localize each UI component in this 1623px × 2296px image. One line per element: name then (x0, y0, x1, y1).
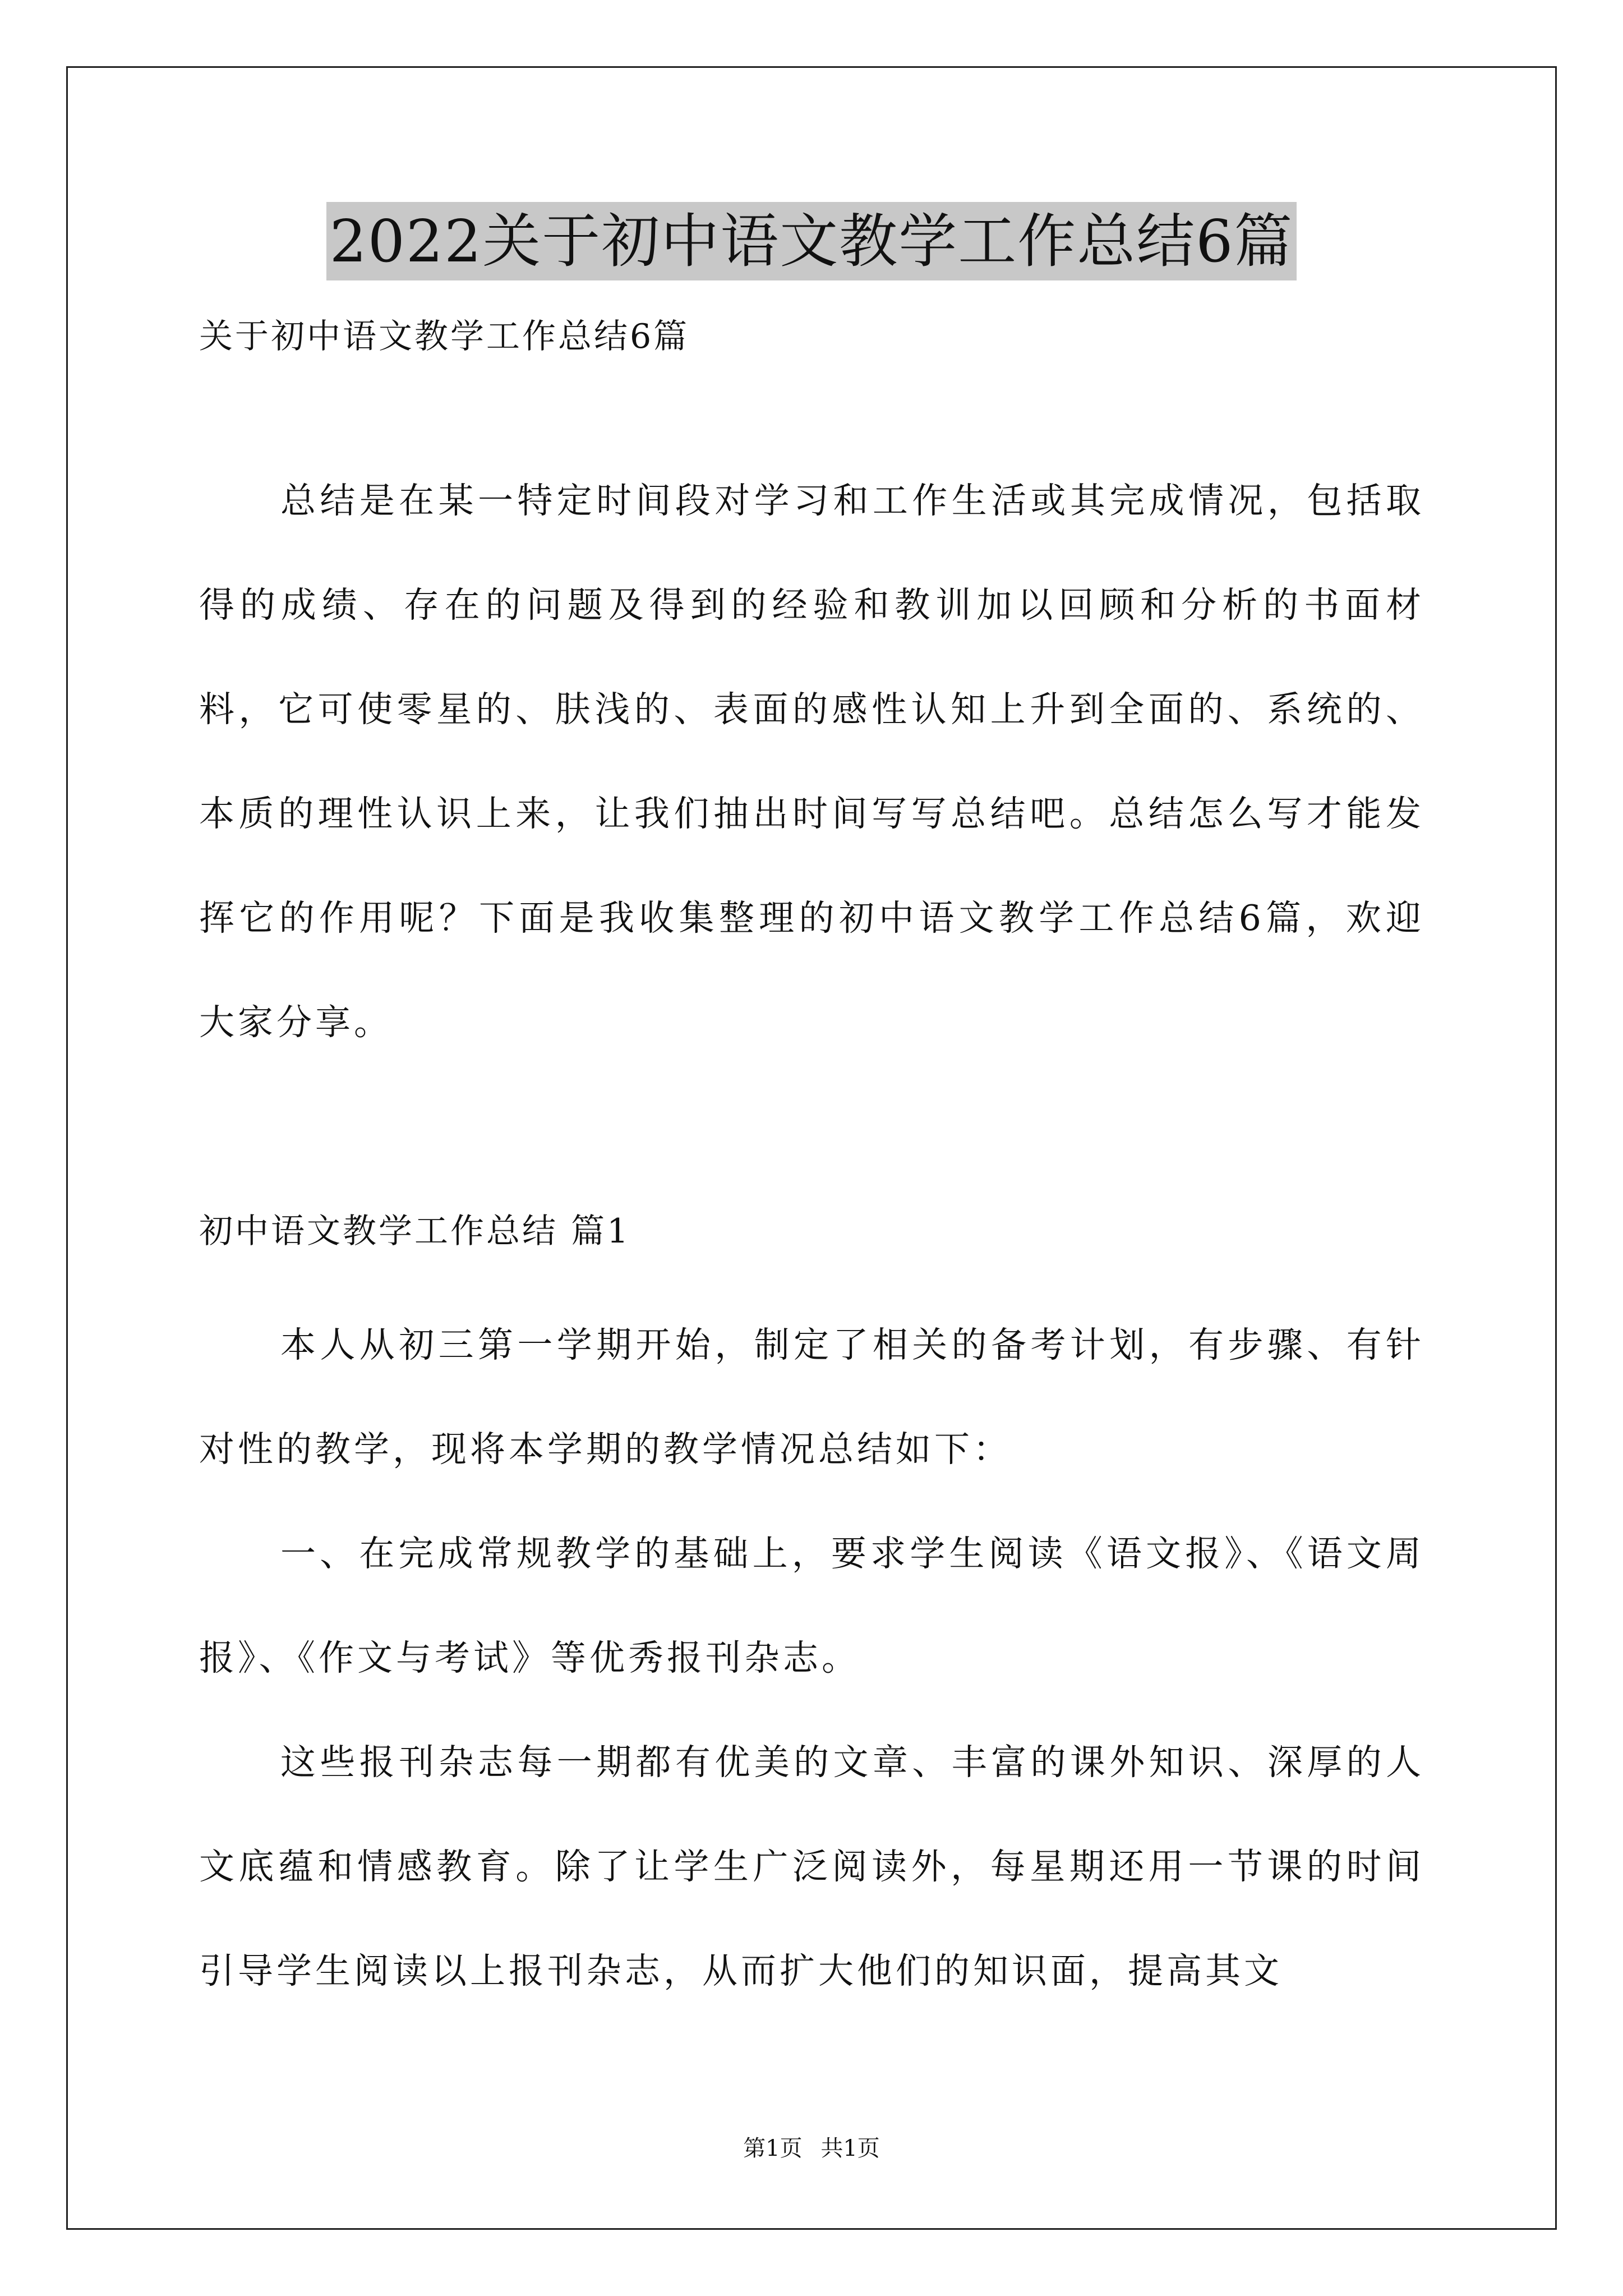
intro-paragraph: 总结是在某一特定时间段对学习和工作生活或其完成情况，包括取得的成绩、存在的问题及得到的经验和教训加以回顾和分析的书面材料，它可使零星的、肤浅的、表面的感性认知上升到全面的、系统的、本质的理性认识上来，让我们抽出时间写写总结吧。总结怎么写才能发挥它的作用呢？下面是我收集整理的初中语文教学工作总结6篇，欢迎大家分享。 (199, 480, 1424, 1043)
page-number-current: 第1页 (743, 2136, 803, 2161)
body-paragraph-2: 一、在完成常规教学的基础上，要求学生阅读《语文报》、《语文周报》、《作文与考试》等优秀报刊杂志。 (199, 1533, 1424, 1678)
page-number-total: 共1页 (820, 2136, 880, 2161)
body-paragraph-3: 这些报刊杂志每一期都有优美的文章、丰富的课外知识、深厚的人文底蕴和情感教育。除了让学生广泛阅读外，每星期还用一节课的时间引导学生阅读以上报刊杂志，从而扩大他们的知识面，提高其文 (199, 1742, 1424, 1991)
body-paragraph-1: 本人从初三第一学期开始，制定了相关的备考计划，有步骤、有针对性的教学，现将本学期的教学情况总结如下： (199, 1324, 1424, 1470)
section-heading: 初中语文教学工作总结 篇1 (199, 1212, 631, 1251)
title-container (0, 202, 1623, 280)
document-title: 2022关于初中语文教学工作总结6篇 (326, 202, 1297, 280)
document-subtitle: 关于初中语文教学工作总结6篇 (199, 317, 690, 356)
page-footer (0, 2132, 1623, 2165)
